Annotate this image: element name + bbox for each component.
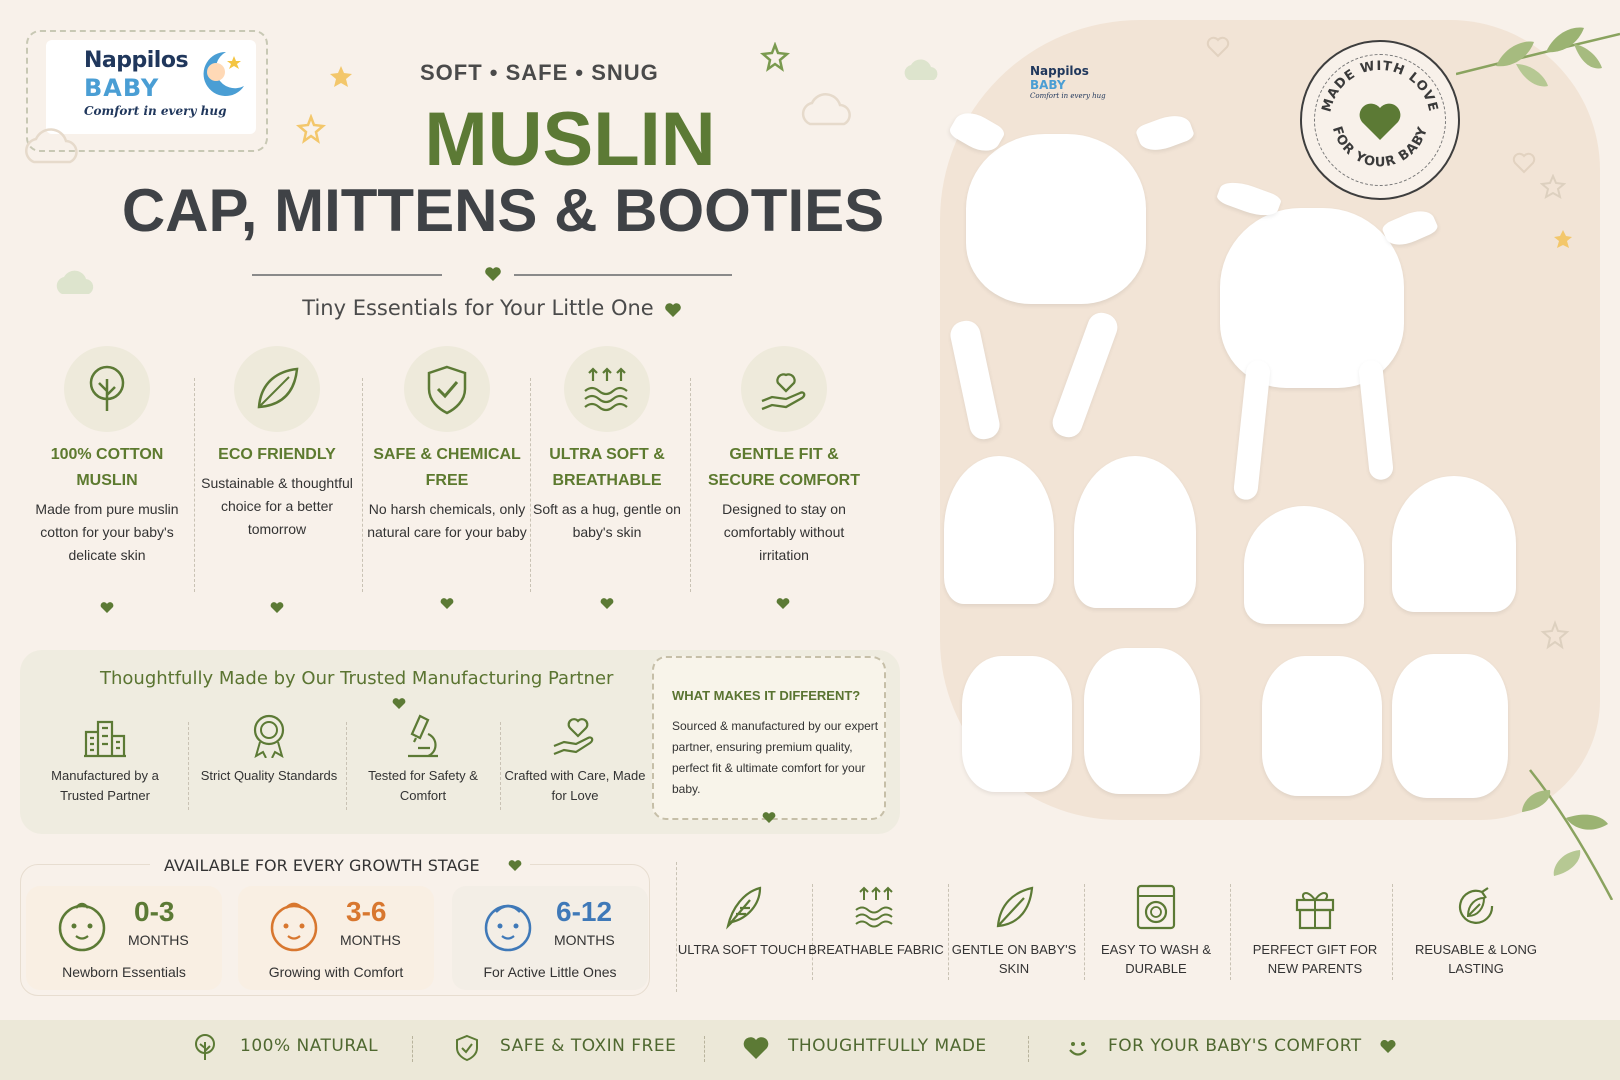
- feature-desc: Made from pure muslin cotton for your baby's delicate skin: [35, 501, 179, 563]
- quality-badge-icon: [244, 712, 294, 758]
- benefit-divider: [1084, 884, 1085, 980]
- heart-icon: [1380, 1040, 1396, 1054]
- stage-label: Growing with Comfort: [268, 964, 404, 980]
- feature-desc: No harsh chemicals, only natural care for your baby: [367, 501, 527, 540]
- mfg-label: Strict Quality Standards: [200, 768, 338, 783]
- cloud-icon: [798, 88, 858, 128]
- heart-icon: [762, 812, 776, 824]
- mfg-tested: [348, 712, 498, 806]
- benefit-ultra-soft: [672, 884, 812, 959]
- page-subtitle: CAP, MITTENS & BOOTIES: [121, 177, 885, 244]
- star-outline-icon: [760, 42, 790, 72]
- heart-icon: [776, 598, 790, 610]
- footer-safe: SAFE & TOXIN FREE: [500, 1036, 677, 1056]
- baby-face-icon: [480, 898, 536, 954]
- benefit-label: REUSABLE & LONG LASTING: [1414, 942, 1538, 976]
- baby-face-icon: [266, 898, 322, 954]
- mfg-label: Manufactured by a Trusted Partner: [51, 768, 159, 803]
- shield-check-icon: [404, 346, 490, 432]
- feature-desc: Sustainable & thoughtful choice for a better tomorrow: [201, 475, 353, 537]
- benefit-breathable: [806, 884, 946, 959]
- feature-fit: [698, 346, 870, 567]
- feature-title: GENTLE FIT & SECURE COMFORT: [708, 446, 860, 489]
- air-waves-icon: [852, 884, 900, 930]
- benefit-label: GENTLE ON BABY'S SKIN: [951, 942, 1077, 976]
- cloud-icon: [900, 52, 944, 82]
- benefit-wash: [1086, 884, 1226, 978]
- feature-cotton: [22, 346, 192, 567]
- feature-desc: Designed to stay on comfortably without irritation: [722, 501, 846, 563]
- feature-safe: [362, 346, 532, 544]
- benefit-label: EASY TO WASH & DURABLE: [1100, 942, 1212, 976]
- stamp-text: [1300, 40, 1460, 200]
- baby-face-icon: [54, 898, 110, 954]
- star-outline-icon: [296, 114, 326, 144]
- heart-icon: [440, 598, 454, 610]
- heart-icon: [484, 266, 502, 282]
- feature-title: ULTRA SOFT & BREATHABLE: [549, 446, 665, 489]
- shield-check-icon: [454, 1034, 480, 1062]
- title-divider-right: [514, 274, 732, 276]
- leaves-branch-icon: [1520, 760, 1620, 900]
- cotton-plant-icon: [190, 1032, 220, 1062]
- stage-range: 6-12: [556, 896, 613, 927]
- heart-icon: [742, 1036, 770, 1060]
- heart-outline-icon: [1206, 36, 1230, 58]
- stage-unit: MONTHS: [554, 932, 615, 948]
- brand-name: Nappilos: [84, 48, 189, 73]
- footer-divider: [1028, 1036, 1029, 1062]
- heart-hand-icon: [550, 712, 600, 758]
- footer-divider: [704, 1036, 705, 1062]
- washing-machine-icon: [1132, 884, 1180, 930]
- heart-icon: [664, 302, 682, 318]
- heart-icon: [600, 598, 614, 610]
- leaf-icon: [990, 884, 1038, 930]
- mfg-divider: [188, 722, 189, 810]
- title-divider-left: [252, 274, 442, 276]
- feature-title: 100% COTTON MUSLIN: [50, 446, 164, 489]
- recycle-leaf-icon: [1452, 884, 1500, 930]
- footer-divider: [412, 1036, 413, 1062]
- product-brand-tagline: Comfort in every hug: [1030, 92, 1106, 100]
- feature-title: SAFE & CHEMICAL FREE: [373, 446, 521, 489]
- footer-thoughtful: THOUGHTFULLY MADE: [788, 1036, 987, 1056]
- heart-icon: [508, 860, 522, 872]
- stage-unit: MONTHS: [128, 932, 189, 948]
- benefit-divider: [1230, 884, 1231, 980]
- factory-icon: [80, 712, 130, 758]
- mfg-label: Tested for Safety & Comfort: [368, 768, 478, 803]
- benefit-label: BREATHABLE FABRIC: [808, 942, 944, 957]
- stage-label: For Active Little Ones: [483, 964, 617, 980]
- star-icon: [1552, 228, 1574, 250]
- star-icon: [328, 64, 354, 90]
- feature-divider: [690, 378, 691, 592]
- feather-icon: [718, 884, 766, 930]
- brand-name-baby: BABY: [84, 74, 160, 102]
- microscope-icon: [398, 712, 448, 758]
- svg-text:MADE WITH LOVE: [1320, 59, 1441, 114]
- stage-unit: MONTHS: [340, 932, 401, 948]
- cotton-plant-icon: [64, 346, 150, 432]
- stage-range: 0-3: [134, 896, 175, 927]
- benefit-label: PERFECT GIFT FOR NEW PARENTS: [1252, 942, 1378, 976]
- benefit-gentle: [944, 884, 1084, 978]
- star-outline-icon: [1540, 174, 1566, 200]
- cloud-icon: [52, 264, 100, 298]
- manufacturing-title: Thoughtfully Made by Our Trusted Manufacturing Partner: [100, 668, 614, 689]
- stage-label: Newborn Essentials: [62, 964, 186, 980]
- star-outline-icon: [1540, 620, 1570, 650]
- benefit-gift: [1238, 884, 1392, 978]
- feature-title: ECO FRIENDLY: [218, 446, 336, 463]
- page-title: MUSLIN: [424, 97, 716, 182]
- stage-range: 3-6: [346, 896, 387, 927]
- stage-growing: [238, 886, 434, 990]
- feature-desc: Soft as a hug, gentle on baby's skin: [533, 501, 681, 540]
- heart-icon: [1360, 104, 1401, 140]
- product-brand-name: Nappilos: [1030, 64, 1089, 78]
- benefit-label: ULTRA SOFT TOUCH: [677, 942, 807, 957]
- mfg-crafted: [500, 712, 650, 806]
- product-brand-baby: BABY: [1030, 78, 1066, 92]
- difference-title: WHAT MAKES IT DIFFERENT?: [672, 688, 861, 703]
- leaves-branch-icon: [1456, 14, 1620, 134]
- benefit-divider: [1392, 884, 1393, 980]
- difference-text: Sourced & manufactured by our expert partner, ensuring premium quality, perfect fit & ultimate comfort for your baby.: [672, 719, 879, 796]
- heart-icon: [270, 602, 284, 614]
- lead-text: Tiny Essentials for Your Little One: [302, 296, 654, 320]
- heart-outline-icon: [1512, 152, 1536, 174]
- mfg-quality: [194, 712, 344, 786]
- brand-tagline: Comfort in every hug: [84, 104, 227, 118]
- mfg-label: Crafted with Care, Made for Love: [504, 768, 646, 803]
- stage-newborn: [26, 886, 222, 990]
- leaf-icon: [234, 346, 320, 432]
- heart-icon: [392, 698, 406, 710]
- growth-stages-title: AVAILABLE FOR EVERY GROWTH STAGE: [164, 856, 480, 875]
- air-waves-icon: [564, 346, 650, 432]
- feature-breathable: [522, 346, 692, 544]
- heart-icon: [100, 602, 114, 614]
- mfg-divider: [346, 722, 347, 810]
- header-tagline: SOFT • SAFE • SNUG: [420, 60, 659, 85]
- stage-active: [452, 886, 648, 990]
- smile-icon: [1064, 1034, 1092, 1062]
- footer-natural: 100% NATURAL: [240, 1036, 379, 1056]
- moon-baby-icon: [186, 46, 248, 98]
- gift-icon: [1291, 884, 1339, 930]
- feature-eco: [192, 346, 362, 541]
- stamp-bottom-text: FOR YOUR BABY: [1328, 124, 1432, 171]
- cloud-icon: [20, 122, 84, 166]
- stamp-top-text: MADE WITH LOVE: [1319, 58, 1441, 114]
- heart-hand-icon: [741, 346, 827, 432]
- footer-comfort: FOR YOUR BABY'S COMFORT: [1108, 1036, 1362, 1056]
- mfg-trusted-partner: [30, 712, 180, 806]
